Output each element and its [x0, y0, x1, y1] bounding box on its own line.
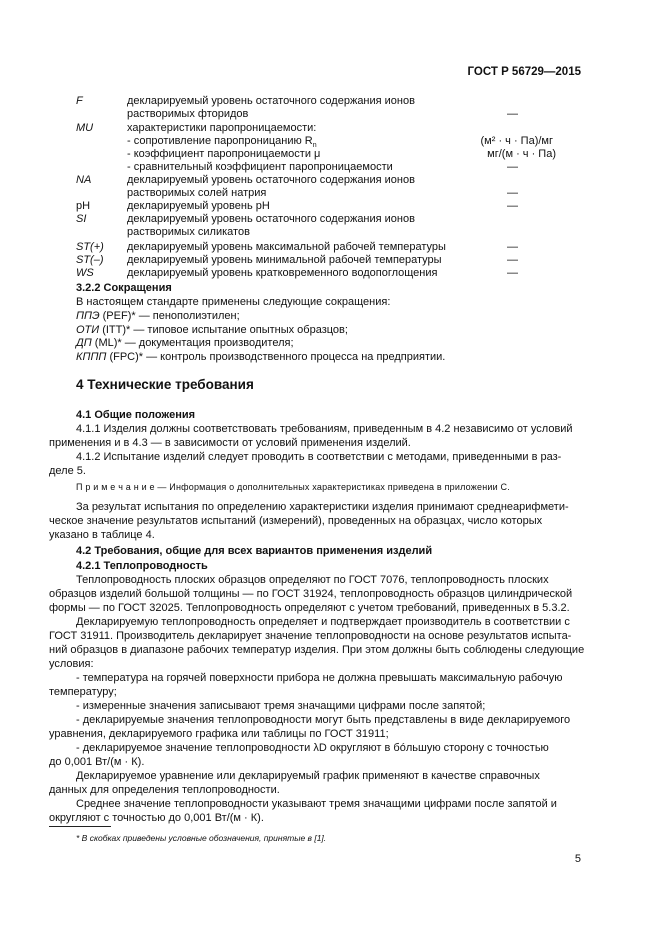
- symbol-desc: - сопротивление паропроницанию $R_n$: [127, 135, 317, 150]
- paragraph-line: Теплопроводность плоских образцов определяют по ГОСТ 7076, теплопроводность плоских: [76, 574, 549, 586]
- paragraph-line: условия:: [49, 658, 94, 670]
- symbol-NA: NA: [76, 174, 92, 186]
- paragraph-line: формы — по ГОСТ 32025. Теплопроводность определяют с учетом требований, приведенных в 5.3.2.: [49, 602, 570, 614]
- paragraph-line: температуру;: [49, 686, 117, 698]
- section-4-title: 4 Технические требования: [76, 377, 254, 392]
- note: П р и м е ч а н и е — Информация о дополнительных характеристиках приведена в приложении С.: [76, 482, 510, 492]
- symbol-unit: —: [507, 241, 518, 253]
- symbol-WS: WS: [76, 267, 94, 279]
- symbol-desc: декларируемый уровень минимальной рабочей температуры: [127, 254, 442, 266]
- symbol-ST-plus: ST(+): [76, 241, 104, 253]
- abbrev-heading: 3.2.2 Сокращения: [76, 282, 172, 294]
- paragraph-line: - декларируемые значения теплопроводности могут быть представлены в виде декларируемого: [76, 714, 571, 726]
- symbol-desc: декларируемый уровень кратковременного водопоглощения: [127, 267, 438, 279]
- symbol-desc: декларируемый уровень максимальной рабочей температуры: [127, 241, 446, 253]
- paragraph-line: уравнения, декларируемого графика или таблицы по ГОСТ 31911;: [49, 728, 389, 740]
- section-4-1-title: 4.1 Общие положения: [76, 409, 196, 421]
- paragraph-line: Среднее значение теплопроводности указывают тремя значащими цифрами после запятой и: [76, 798, 557, 810]
- symbol-unit: —: [507, 267, 518, 279]
- symbol-ST-minus: ST(–): [76, 254, 104, 266]
- paragraph-line: За результат испытания по определению характеристики изделия принимают среднеарифмети-: [76, 501, 569, 513]
- paragraph-line: - декларируемое значение теплопроводности λD округляют в бóльшую сторону с точностью: [76, 742, 549, 754]
- symbol-SI: SI: [76, 213, 87, 225]
- paragraph-line: деле 5.: [49, 465, 86, 477]
- symbol-desc: растворимых фторидов: [127, 108, 249, 120]
- paragraph-line: до 0,001 Вт/(м · К).: [49, 756, 145, 768]
- footnote-rule: [49, 826, 111, 827]
- symbol-desc: декларируемый уровень остаточного содержания ионов: [127, 213, 415, 225]
- symbol-desc: - сравнительный коэффициент паропроницаемости: [127, 161, 393, 173]
- symbol-pH: pH: [76, 200, 91, 212]
- abbrev-rest: (ML)* — документация производителя;: [91, 337, 294, 349]
- symbol-unit: мг/(м · ч · Па): [487, 148, 556, 160]
- symbol-desc: декларируемый уровень остаточного содержания ионов: [127, 95, 415, 107]
- symbol-unit: (м² · ч · Па)/мг: [480, 135, 553, 147]
- symbol-desc: растворимых солей натрия: [127, 187, 267, 199]
- paragraph-line: Декларируемое уравнение или декларируемый график применяют в качестве справочных: [76, 770, 540, 782]
- paragraph-line: Декларируемую теплопроводность определяет и подтверждает производитель в соответствии с: [76, 616, 570, 628]
- symbol-desc: декларируемый уровень остаточного содержания ионов: [127, 174, 415, 186]
- paragraph-line: 4.1.2 Испытание изделий следует проводить в соответствии с методами, приведенными в раз-: [76, 451, 562, 463]
- paragraph-line: - измеренные значения записывают тремя значащими цифрами после запятой;: [76, 700, 486, 712]
- abbrev-item: [76, 324, 348, 337]
- paragraph-line: данных для определения теплопроводности.: [49, 784, 280, 796]
- section-4-2-title: 4.2 Требования, общие для всех вариантов применения изделий: [76, 545, 433, 557]
- paragraph-line: - температура на горячей поверхности прибора не должна превышать максимальную рабочую: [76, 672, 563, 684]
- section-4-2-1-title: 4.2.1 Теплопроводность: [76, 560, 208, 572]
- symbol-desc: характеристики паропроницаемости:: [127, 122, 317, 134]
- abbrev-intro: В настоящем стандарте применены следующие сокращения:: [76, 296, 391, 308]
- symbol-unit: —: [507, 108, 518, 120]
- paragraph-line: указано в таблице 4.: [49, 529, 155, 541]
- symbol-F: F: [76, 95, 83, 107]
- footnote: * В скобках приведены условные обозначения, принятые в [1].: [76, 833, 327, 843]
- abbrev-rest: (ITT)* — типовое испытание опытных образцов;: [99, 324, 348, 336]
- symbol-unit: —: [507, 161, 518, 173]
- abbrev-rest: (PEF)* — пенополиэтилен;: [99, 310, 240, 322]
- paragraph-line: ческое значение результатов испытаний (измерений), проведенных на образцах, число которых: [49, 515, 543, 527]
- abbrev-term: ППЭ: [76, 310, 100, 322]
- paragraph-line: образцов изделий большой толщины — по ГОСТ 31924, теплопроводность образцов цилиндрической: [49, 588, 573, 600]
- abbrev-term: ДП: [76, 337, 92, 349]
- symbol-MU: MU: [76, 122, 94, 134]
- abbrev-item: [76, 337, 294, 350]
- paragraph-line: применения и в 4.3 — в зависимости от условий применения изделий.: [49, 437, 411, 449]
- symbol-desc-text: - сопротивление паропроницанию R: [127, 135, 313, 147]
- symbol-desc: - коэффициент паропроницаемости μ: [127, 148, 321, 160]
- paragraph-line: округляют с точностью до 0,001 Вт/(м · К).: [49, 812, 264, 824]
- paragraph-line: ний образцов в диапазоне рабочих температур изделия. При этом должны быть соблюдены следующие: [49, 644, 585, 656]
- symbol-unit: —: [507, 254, 518, 266]
- symbol-desc: декларируемый уровень pH: [127, 200, 270, 212]
- abbrev-term: ОТИ: [76, 324, 100, 336]
- abbrev-item: [76, 351, 445, 364]
- paragraph-line: ГОСТ 31911. Производитель декларирует значение теплопроводности на основе результатов испыта-: [49, 630, 572, 642]
- standard-header: ГОСТ Р 56729—2015: [467, 66, 581, 78]
- symbol-unit: —: [507, 200, 518, 212]
- symbol-unit: —: [507, 187, 518, 199]
- abbrev-term: КППП: [76, 351, 107, 363]
- page-number: 5: [574, 853, 581, 865]
- paragraph-line: 4.1.1 Изделия должны соответствовать требованиям, приведенным в 4.2 независимо от условий: [76, 423, 573, 435]
- abbrev-item: [76, 310, 240, 323]
- symbol-desc: растворимых силикатов: [127, 226, 250, 238]
- abbrev-rest: (FPC)* — контроль производственного процесса на предприятии.: [106, 351, 446, 363]
